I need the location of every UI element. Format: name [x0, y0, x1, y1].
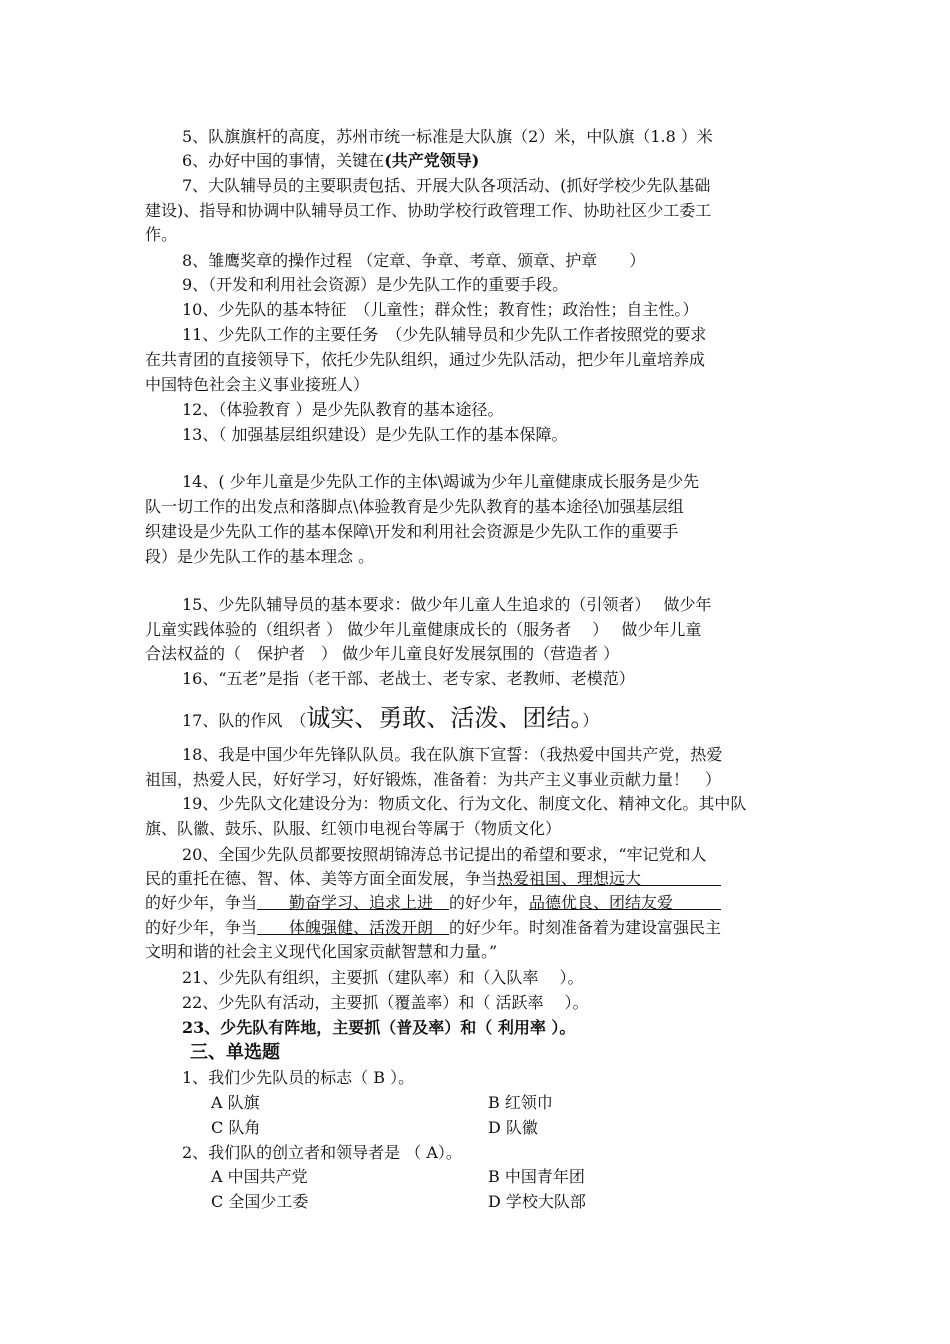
- q6-answer: (共产党领导): [384, 151, 480, 170]
- q11-line-3: 中国特色社会主义事业接班人）: [145, 375, 370, 394]
- q20-text-e: 的好少年。时刻准备着为建设富强民主: [449, 918, 722, 937]
- q20-blank-4: 体魄强健、活泼开朗: [257, 918, 450, 937]
- q22-line: 22、少先队有活动，主要抓（覆盖率）和（ 活跃率 ）。: [182, 993, 589, 1012]
- mc-q2-option-a: A 中国共产党: [211, 1167, 308, 1186]
- q7-line-1: 7、大队辅导员的主要职责包括、开展大队各项活动、(抓好学校少先队基础: [182, 176, 711, 195]
- q11-line-2: 在共青团的直接领导下，依托少先队组织，通过少先队活动，把少年儿童培养成: [145, 350, 706, 369]
- q20-line-5: 文明和谐的社会主义现代化国家贡献智慧和力量。”: [145, 942, 498, 961]
- q21-line: 21、少先队有组织，主要抓（建队率）和（入队率 ）。: [182, 968, 584, 987]
- q20-line-2: [145, 867, 815, 891]
- q15-line-3: 合法权益的（ 保护者 ） 做少年儿童良好发展氛围的（营造者 ）: [145, 644, 620, 663]
- q14-line-2: 队一切工作的出发点和落脚点\体验教育是少先队教育的基本途径\加强基层组: [145, 497, 684, 516]
- q10-line: 10、少先队的基本特征 （儿童性；群众性；教育性；政治性；自主性。）: [182, 300, 699, 319]
- q12-line: 12、（体验教育 ）是少先队教育的基本途径。: [182, 400, 504, 419]
- q20-line-4: [145, 916, 815, 940]
- q17-text: 17、队的作风 （: [182, 711, 307, 730]
- q17-close: ）: [582, 711, 599, 730]
- q14-line-3: 织建设是少先队工作的基本保障\开发和利用社会资源是少先队工作的重要手: [145, 522, 679, 541]
- q20-blank-2: 勤奋学习、追求上进: [257, 893, 450, 912]
- q20-line-3: [145, 891, 815, 915]
- q20-text-c: 的好少年，: [449, 893, 530, 912]
- q7-line-2: 建设)、指导和协调中队辅导员工作、协助学校行政管理工作、协助社区少工委工: [145, 201, 712, 220]
- q20-text-b: 的好少年，争当: [145, 893, 258, 912]
- q18-line-1: 18、我是中国少年先锋队队员。我在队旗下宣誓：（我热爱中国共产党，热爱: [182, 745, 723, 764]
- mc-q1-option-c: C 队角: [211, 1118, 261, 1137]
- q19-line-1: 19、少先队文化建设分为：物质文化、行为文化、制度文化、精神文化。其中队: [182, 794, 747, 813]
- mc-q1-option-a: A 队旗: [211, 1093, 260, 1112]
- q14-line-4: 段）是少先队工作的基本理念 。: [145, 547, 375, 566]
- mc-q2-option-c: C 全国少工委: [211, 1192, 309, 1211]
- q8-line: 8、雏鹰奖章的操作过程 （定章、争章、考章、颁章、护章 ）: [182, 251, 646, 270]
- q6-line: [182, 149, 852, 173]
- q17-line: [182, 701, 852, 735]
- q23-line: 23、少先队有阵地，主要抓（普及率）和（ 利用率 ）。: [182, 1018, 576, 1037]
- section-heading: 三、单选题: [190, 1042, 280, 1063]
- mc-q2-option-b: B 中国青年团: [488, 1167, 585, 1186]
- mc-q2-option-d: D 学校大队部: [488, 1192, 586, 1211]
- mc-q1-option-d: D 队徽: [488, 1118, 538, 1137]
- q6-text: 6、办好中国的事情，关键在: [182, 151, 385, 170]
- q5-line: 5、队旗旗杆的高度，苏州市统一标准是大队旗（2）米，中队旗（1.8 ）米: [182, 127, 713, 146]
- mc-q1: 1、我们少先队员的标志（ B ）。: [182, 1068, 415, 1087]
- q17-answer: 诚实、勇敢、活泼、团结。: [306, 704, 583, 732]
- q20-text-a: 民的重托在德、智、体、美等方面全面发展，争当: [145, 869, 498, 888]
- q20-line-1: 20、全国少先队员都要按照胡锦涛总书记提出的希望和要求，“牢记党和人: [182, 845, 707, 864]
- mc-q2: 2、我们队的创立者和领导者是 （ A）。: [182, 1143, 462, 1162]
- q19-line-2: 旗、队徽、鼓乐、队服、红领巾电视台等属于（物质文化）: [145, 819, 562, 838]
- q16-line: 16、“五老”是指（老干部、老战士、老专家、老教师、老模范）: [182, 669, 635, 688]
- q20-text-d: 的好少年，争当: [145, 918, 258, 937]
- q18-line-2: 祖国，热爱人民，好好学习，好好锻炼，准备着：为共产主义事业贡献力量！ ）: [145, 770, 722, 789]
- q15-line-1: 15、少先队辅导员的基本要求：做少年儿童人生追求的（引领者） 做少年: [182, 595, 712, 614]
- mc-q1-option-b: B 红领巾: [488, 1093, 553, 1112]
- q7-line-3: 作。: [145, 225, 178, 244]
- q20-blank-3: 品德优良、团结友爱: [529, 893, 722, 912]
- q9-line: 9、（开发和利用社会资源）是少先队工作的重要手段。: [182, 275, 569, 294]
- q15-line-2: 儿童实践体验的（组织者 ） 做少年儿童健康成长的（服务者 ） 做少年儿童: [145, 620, 702, 639]
- q14-line-1: 14、( 少年儿童是少先队工作的主体\竭诚为少年儿童健康成长服务是少先: [182, 472, 700, 491]
- q20-blank-1: 热爱祖国、理想远大: [497, 869, 722, 888]
- q13-line: 13、（ 加强基层组织建设）是少先队工作的基本保障。: [182, 425, 568, 444]
- q11-line-1: 11、少先队工作的主要任务 （少先队辅导员和少先队工作者按照党的要求: [182, 325, 707, 344]
